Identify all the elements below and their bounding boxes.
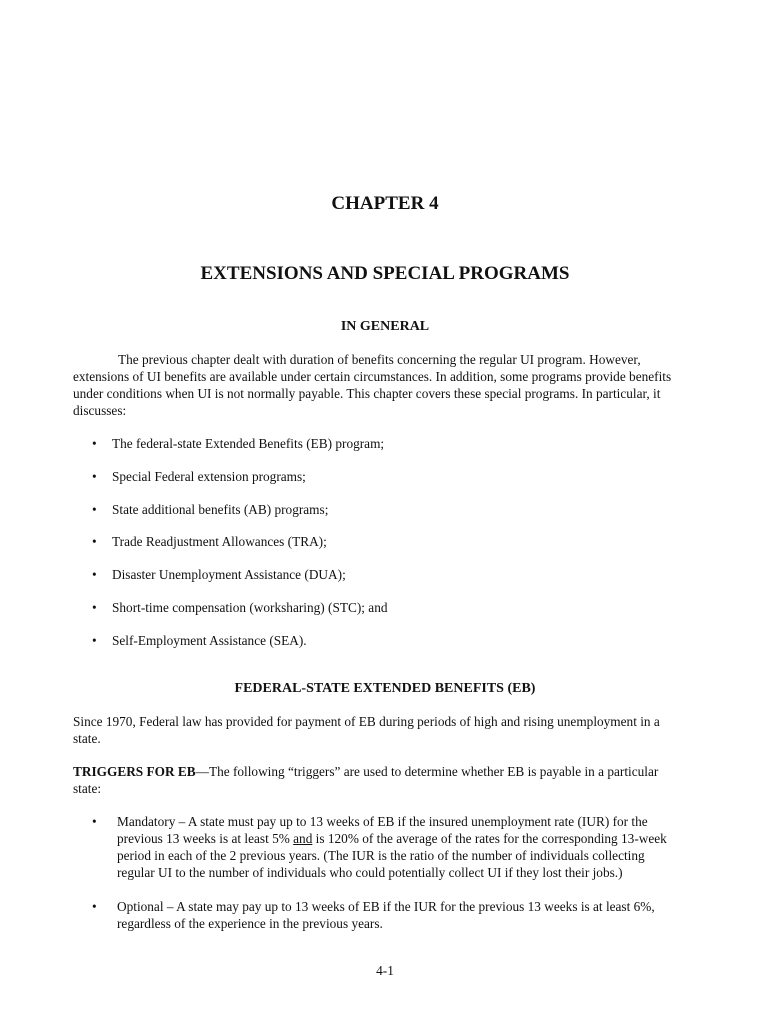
chapter-subtitle: EXTENSIONS AND SPECIAL PROGRAMS — [200, 263, 570, 284]
list-item-text: The federal-state Extended Benefits (EB) program; — [112, 436, 385, 451]
program-list — [92, 435, 682, 665]
page-number: 4-1 — [376, 963, 394, 978]
list-item-text: Self-Employment Assistance (SEA). — [112, 632, 307, 648]
bullet-icon: • — [92, 632, 97, 648]
list-item — [92, 435, 682, 452]
triggers-label: TRIGGERS FOR EB — [73, 764, 196, 779]
section-heading-extended-benefits: FEDERAL-STATE EXTENDED BENEFITS (EB) — [234, 681, 536, 696]
eb-history-paragraph: Since 1970, Federal law has provided for payment of EB during periods of high and rising unemployment in a state. — [73, 714, 660, 746]
chapter-title: CHAPTER 4 — [331, 193, 439, 214]
eb-triggers-paragraph — [73, 763, 688, 797]
list-item — [92, 468, 682, 485]
list-item — [92, 632, 682, 649]
trigger-item-optional — [92, 898, 672, 932]
list-item-text: Disaster Unemployment Assistance (DUA); — [112, 567, 346, 583]
list-item — [92, 501, 682, 518]
bullet-icon: • — [92, 436, 97, 451]
list-item-text: Special Federal extension programs; — [112, 468, 306, 484]
bullet-icon: • — [92, 468, 97, 484]
mandatory-text-start: Mandatory – A state must pay up to 13 weeks of EB if the insured unemployment rate (IUR) for the previous 13 weeks is at least 5% — [117, 814, 648, 846]
section-heading-in-general: IN GENERAL — [340, 319, 430, 334]
optional-text: Optional – A state may pay up to 13 weeks of EB if the IUR for the previous 13 weeks is at least 6%, regardless of the experience in the previous years. — [117, 899, 655, 931]
bullet-icon: • — [92, 501, 97, 517]
bullet-icon: • — [92, 534, 97, 550]
list-item-text: State additional benefits (AB) programs; — [112, 501, 329, 517]
bullet-icon: • — [92, 567, 97, 583]
list-item — [92, 599, 682, 616]
intro-paragraph: The previous chapter dealt with duration of benefits concerning the regular UI program. However, extensions of UI benefits are available under certain circumstances. In addition, some programs provide benefits under conditions when UI is not normally payable. This chapter covers these special programs. In particular, it discusses: — [73, 352, 672, 418]
bullet-icon: • — [92, 599, 97, 615]
trigger-item-mandatory — [92, 813, 672, 881]
list-item — [92, 566, 682, 583]
trigger-list — [92, 813, 672, 932]
list-item-text: Trade Readjustment Allowances (TRA); — [112, 534, 327, 550]
bullet-icon: • — [92, 899, 97, 914]
mandatory-text-end: is 120% of the average of the rates for the corresponding 13-week period in each of the 2 previous years. (The IUR is the ratio of the number of individuals collecting regular UI to the number of individuals who could potentially collect UI if they lost their jobs.) — [117, 831, 667, 880]
bullet-icon: • — [92, 814, 97, 829]
list-item-text: Short-time compensation (worksharing) (STC); and — [112, 599, 388, 615]
list-item — [92, 533, 682, 550]
triggers-text: —The following “triggers” are used to determine whether EB is payable in a particular state: — [73, 764, 659, 796]
mandatory-and-emphasis: and — [293, 831, 313, 846]
